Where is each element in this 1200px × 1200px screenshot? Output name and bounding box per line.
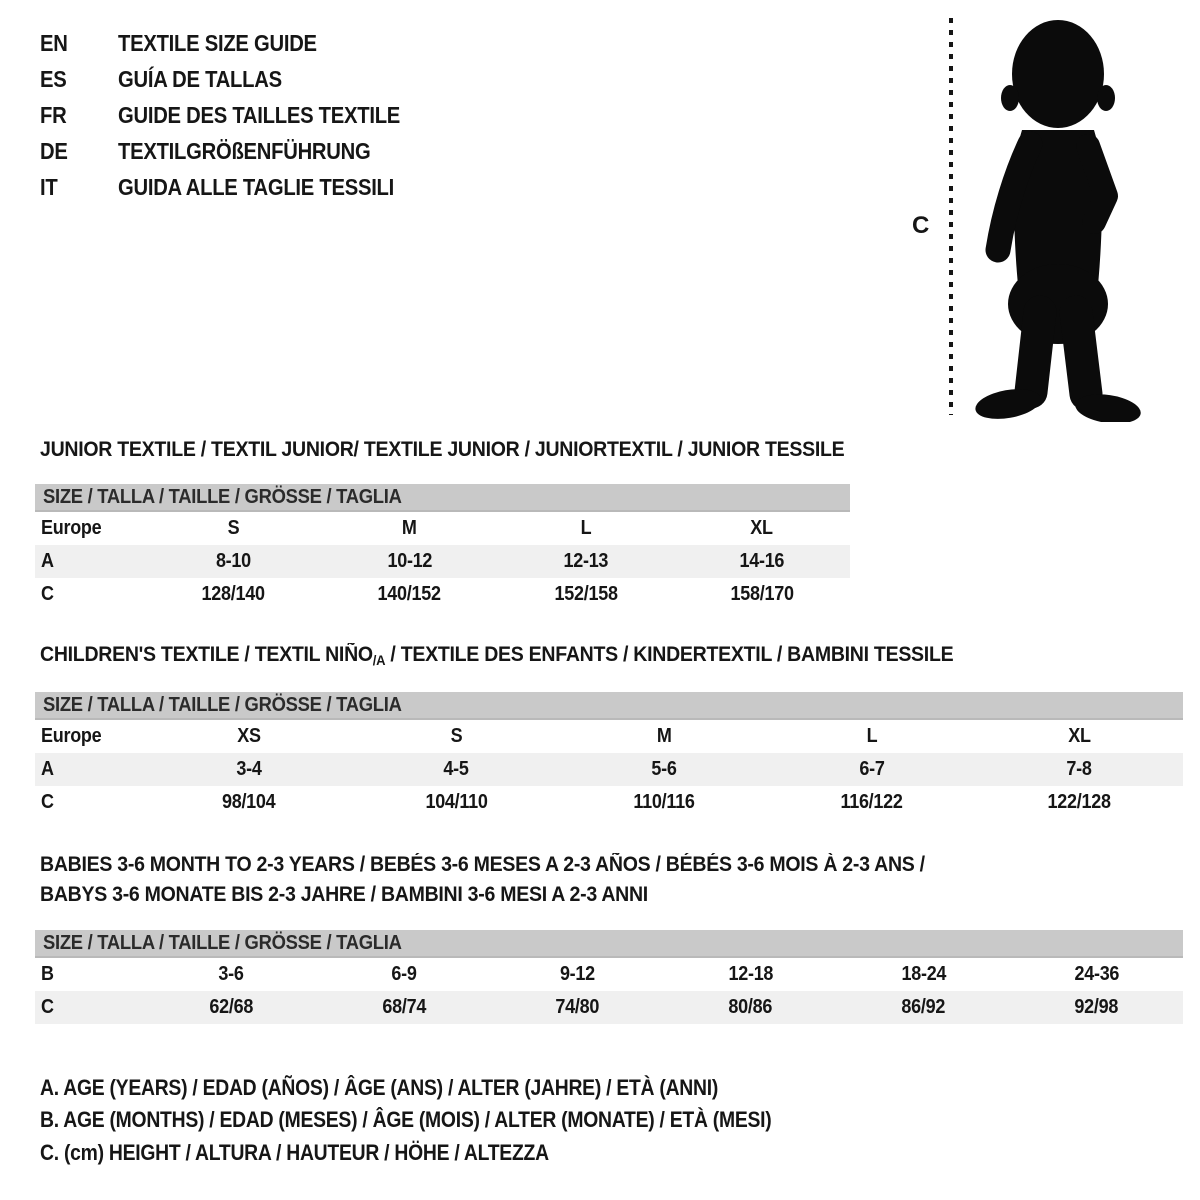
- table-header: [35, 484, 850, 512]
- table-cell: 5-6: [651, 758, 677, 780]
- table-cell: 3-6: [218, 963, 245, 985]
- lang-title: GUIDA ALLE TAGLIE TESSILI: [118, 174, 395, 200]
- table-cell: M: [656, 725, 672, 747]
- table-header-label: SIZE / TALLA / TAILLE / GRÖSSE / TAGLIA: [43, 693, 402, 716]
- legend-height-cm: C. (cm) HEIGHT / ALTURA / HAUTEUR / HÖHE / ALTEZZA: [40, 1140, 549, 1165]
- table-cell: 6-7: [858, 758, 885, 780]
- babies-section-title-line1: BABIES 3-6 MONTH TO 2-3 YEARS / BEBÉS 3-6 MESES A 2-3 AÑOS / BÉBÉS 3-6 MOIS À 2-3 ANS /: [40, 853, 925, 876]
- table-row: [35, 753, 1183, 786]
- table-cell: 10-12: [387, 550, 432, 572]
- junior-size-table: [35, 484, 850, 611]
- lang-title: GUIDE DES TAILLES TEXTILE: [118, 102, 401, 128]
- nino-a-subscript: /A: [372, 652, 386, 668]
- table-cell: 24-36: [1074, 963, 1119, 985]
- lang-title: GUÍA DE TALLAS: [118, 66, 282, 92]
- table-cell: XS: [237, 725, 261, 747]
- lang-code: EN: [40, 30, 68, 56]
- table-cell: 14-16: [739, 550, 785, 572]
- table-row: [35, 578, 850, 611]
- table-cell: 7-8: [1066, 758, 1092, 780]
- table-header-label: SIZE / TALLA / TAILLE / GRÖSSE / TAGLIA: [43, 485, 402, 508]
- table-header-label: SIZE / TALLA / TAILLE / GRÖSSE / TAGLIA: [43, 931, 402, 954]
- lang-code: DE: [40, 138, 68, 164]
- legend-age-years: A. AGE (YEARS) / EDAD (AÑOS) / ÂGE (ANS) / ALTER (JAHRE) / ETÀ (ANNI): [40, 1075, 719, 1100]
- table-cell: 8-10: [215, 550, 251, 572]
- table-header: [35, 692, 1183, 720]
- table-cell: L: [866, 725, 877, 747]
- babies-size-table: [35, 930, 1183, 1024]
- table-cell: M: [402, 517, 417, 539]
- table-cell: 12-18: [728, 963, 773, 985]
- table-cell: S: [450, 725, 463, 747]
- row-label: B: [41, 963, 54, 985]
- table-cell: 74/80: [555, 996, 600, 1018]
- table-cell: 3-4: [236, 758, 262, 780]
- lang-title: TEXTILGRÖßENFÜHRUNG: [118, 138, 371, 164]
- table-cell: 98/104: [222, 791, 276, 813]
- children-section-title: CHILDREN'S TEXTILE / TEXTIL $NIÑO_{/A}$ / TEXTILE DES ENFANTS / KINDERTEXTIL / BAMBINI TESSILE: [40, 643, 954, 668]
- table-cell: L: [580, 517, 591, 539]
- row-label: Europe: [41, 517, 102, 539]
- table-cell: 110/116: [633, 791, 695, 813]
- table-header: [35, 930, 1183, 958]
- height-measure-dashed-line: [949, 18, 953, 415]
- table-cell: 104/110: [425, 791, 488, 813]
- table-cell: 116/122: [840, 791, 903, 813]
- table-cell: 122/128: [1047, 791, 1111, 813]
- lang-code: FR: [40, 102, 67, 128]
- table-row: [35, 512, 850, 545]
- table-cell: 140/152: [377, 583, 441, 605]
- legend-age-months: B. AGE (MONTHS) / EDAD (MESES) / ÂGE (MOIS) / ALTER (MONATE) / ETÀ (MESI): [40, 1107, 772, 1132]
- table-cell: 152/158: [554, 583, 618, 605]
- row-label: Europe: [41, 725, 102, 747]
- table-row: [35, 545, 850, 578]
- table-cell: 12-13: [563, 550, 608, 572]
- lang-code: ES: [40, 66, 67, 92]
- children-size-table: [35, 692, 1183, 819]
- lang-title: TEXTILE SIZE GUIDE: [118, 30, 317, 56]
- table-cell: 80/86: [728, 996, 773, 1018]
- baby-silhouette: [958, 12, 1148, 422]
- table-row: [35, 958, 1183, 991]
- table-row: [35, 786, 1183, 819]
- row-label: C: [41, 996, 54, 1018]
- table-cell: 4-5: [443, 758, 469, 780]
- table-cell: 92/98: [1074, 996, 1119, 1018]
- row-label: A: [41, 758, 54, 780]
- row-label: C: [41, 791, 54, 813]
- table-cell: 86/92: [901, 996, 946, 1018]
- table-cell: 68/74: [382, 996, 427, 1018]
- junior-section-title: JUNIOR TEXTILE / TEXTIL JUNIOR/ TEXTILE JUNIOR / JUNIORTEXTIL / JUNIOR TESSILE: [40, 438, 845, 461]
- table-cell: XL: [750, 517, 774, 539]
- table-cell: 128/140: [201, 583, 265, 605]
- table-cell: 6-9: [391, 963, 418, 985]
- table-row: [35, 991, 1183, 1024]
- table-cell: S: [227, 517, 239, 539]
- row-label: A: [41, 550, 54, 572]
- row-label: C: [41, 583, 54, 605]
- lang-code: IT: [40, 174, 58, 200]
- table-cell: 9-12: [560, 963, 595, 985]
- height-measure-c-label: C: [912, 212, 930, 239]
- babies-section-title-line2: BABYS 3-6 MONATE BIS 2-3 JAHRE / BAMBINI 3-6 MESI A 2-3 ANNI: [40, 883, 648, 906]
- table-row: [35, 720, 1183, 753]
- table-cell: 18-24: [901, 963, 946, 985]
- table-cell: XL: [1067, 725, 1091, 747]
- table-cell: 158/170: [730, 583, 794, 605]
- table-cell: 62/68: [209, 996, 254, 1018]
